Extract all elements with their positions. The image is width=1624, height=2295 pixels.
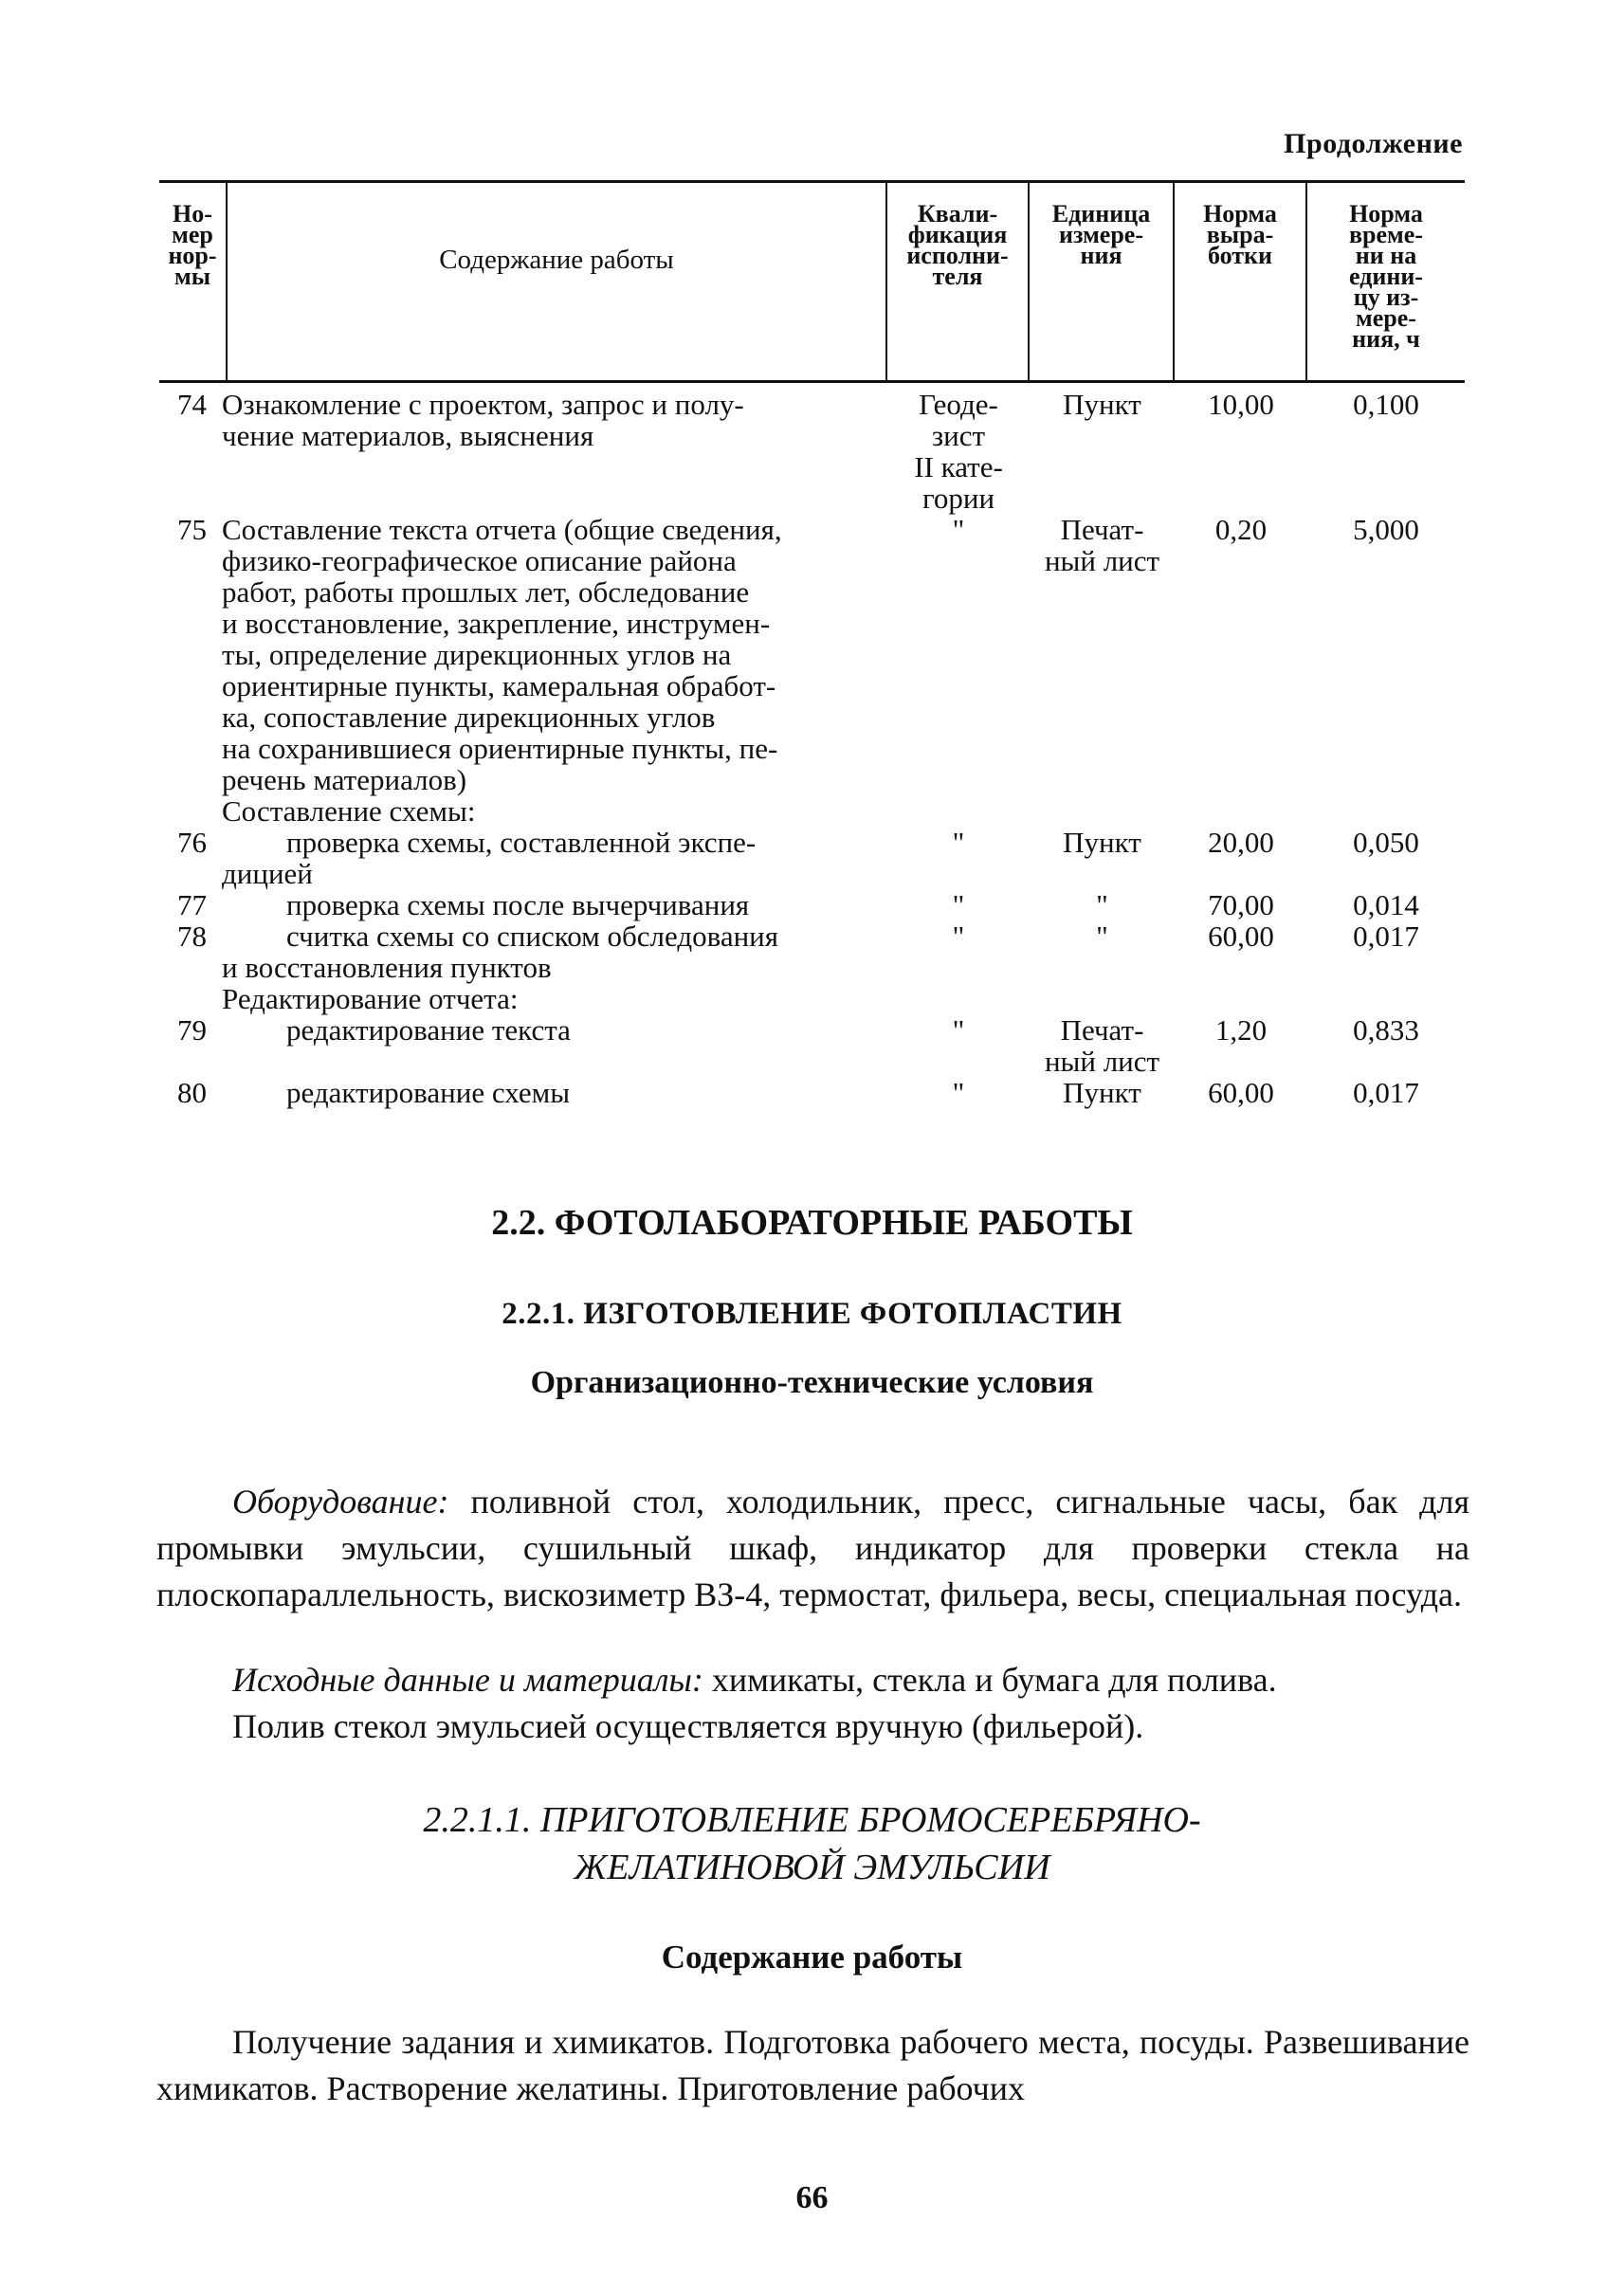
row-num: 80 bbox=[177, 1076, 207, 1109]
row-unit: Печат- ный лист bbox=[1044, 1013, 1160, 1078]
row-norm: 60,00 bbox=[1208, 920, 1274, 953]
row-content: считка схемы со списком обследования bbox=[286, 920, 779, 953]
equipment-text: поливной стол, холодильник, пресс, сигнальные часы, бак для промывки эмульсии, сушильный шкаф, индикатор для проверки стекла на плоскопараллельность, вискозиметр ВЗ-4, термостат, фильера, весы, специальная посуда. bbox=[156, 1483, 1469, 1613]
table-header bbox=[159, 180, 1465, 383]
section-heading: 2.2. ФОТОЛАБОРАТОРНЫЕ РАБОТЫ bbox=[491, 1203, 1133, 1243]
table-row bbox=[159, 1014, 1465, 1077]
table-row bbox=[159, 920, 1465, 983]
row-unit: Пункт bbox=[1063, 826, 1141, 859]
row-norm: 70,00 bbox=[1208, 888, 1274, 921]
table-body bbox=[159, 389, 1465, 1108]
table-group-row bbox=[159, 983, 1465, 1014]
row-time: 0,017 bbox=[1353, 1076, 1419, 1109]
table-row bbox=[159, 827, 1465, 889]
row-content: редактирование схемы bbox=[286, 1076, 571, 1109]
row-group-label: Составление схемы: bbox=[222, 794, 476, 828]
pour-paragraph: Полив стекол эмульсией осуществляется вручную (фильерой). bbox=[232, 1707, 1144, 1745]
row-norm: 0,20 bbox=[1214, 513, 1268, 546]
header-qualification: Квали- фикация исполни- теля bbox=[887, 183, 1030, 380]
row-group-label: Редактирование отчета: bbox=[222, 982, 519, 1015]
row-qualification: " bbox=[952, 1076, 965, 1109]
conditions-heading: Организационно-технические условия bbox=[530, 1365, 1094, 1400]
row-norm: 60,00 bbox=[1208, 1076, 1274, 1109]
row-qualification: " bbox=[952, 826, 965, 859]
row-unit: Печат- ный лист bbox=[1044, 513, 1160, 577]
header-norm-time: Норма време- ни на едини- цу из- мере- ния, ч bbox=[1349, 200, 1423, 353]
materials-text: химикаты, стекла и бумага для полива. bbox=[703, 1661, 1277, 1699]
row-content: Ознакомление с проектом, запрос и полу- чение материалов, выяснения bbox=[222, 388, 744, 452]
materials-label: Исходные данные и материалы: bbox=[232, 1661, 703, 1699]
continuation-label: Продолжение bbox=[1284, 128, 1463, 159]
row-time: 0,050 bbox=[1353, 826, 1419, 859]
page-number: 66 bbox=[795, 2180, 829, 2215]
row-content-continued: дицией bbox=[222, 857, 313, 890]
row-time: 5,000 bbox=[1353, 513, 1419, 546]
subsection-heading: 2.2.1. ИЗГОТОВЛЕНИЕ ФОТОПЛАСТИН bbox=[502, 1297, 1122, 1331]
row-norm: 20,00 bbox=[1208, 826, 1274, 859]
row-num: 78 bbox=[177, 920, 207, 953]
row-num: 76 bbox=[177, 826, 207, 859]
row-content: Составление текста отчета (общие сведения, физико-географическое описание района работ, работы прошлых лет, обследование и восстановление, закрепление, инструмен- ты, определение дирекционных углов на ориентирные пункты, камеральная обработ- ка, сопоставление дирекционных углов на сохранившиеся ориентирные пункты, пе- речень материалов) bbox=[222, 513, 782, 796]
row-time: 0,014 bbox=[1353, 888, 1419, 921]
equipment-paragraph bbox=[156, 1479, 1469, 1618]
header-num: Но- мер нор- мы bbox=[159, 183, 228, 380]
row-qualification: " bbox=[952, 888, 965, 921]
row-qualification: " bbox=[952, 920, 965, 953]
row-num: 74 bbox=[177, 388, 207, 421]
table-row bbox=[159, 889, 1465, 920]
row-time: 0,100 bbox=[1353, 388, 1419, 421]
subsubsection-heading: 2.2.1.1. ПРИГОТОВЛЕНИЕ БРОМОСЕРЕБРЯНО- ЖЕЛАТИНОВОЙ ЭМУЛЬСИИ bbox=[423, 1800, 1201, 1887]
row-unit: Пункт bbox=[1063, 1076, 1141, 1109]
header-content: Содержание работы bbox=[228, 183, 887, 380]
work-content-heading: Содержание работы bbox=[661, 1939, 963, 1976]
materials-paragraph bbox=[232, 1657, 1469, 1703]
row-time: 0,833 bbox=[1353, 1013, 1419, 1047]
row-content-continued: и восстановления пунктов bbox=[222, 951, 552, 984]
row-qualification: Геоде- зист II кате- гории bbox=[914, 388, 1003, 515]
row-unit: " bbox=[1096, 920, 1108, 953]
row-unit: Пункт bbox=[1063, 388, 1141, 421]
work-content-paragraph: Получение задания и химикатов. Подготовка рабочего места, посуды. Развешивание химикатов. Растворение желатины. Приготовление рабочих bbox=[156, 2023, 1469, 2107]
row-content: редактирование текста bbox=[286, 1013, 571, 1047]
norms-table bbox=[159, 180, 1465, 1108]
table-row bbox=[159, 514, 1465, 795]
table-group-row bbox=[159, 795, 1465, 827]
row-num: 75 bbox=[177, 513, 207, 546]
row-num: 77 bbox=[177, 888, 207, 921]
row-unit: " bbox=[1096, 888, 1108, 921]
row-qualification: " bbox=[952, 513, 965, 546]
row-content: проверка схемы, составленной экспе- bbox=[286, 826, 757, 859]
row-num: 79 bbox=[177, 1013, 207, 1047]
row-norm: 1,20 bbox=[1214, 1013, 1268, 1047]
header-norm-output: Норма выра- ботки bbox=[1175, 183, 1307, 380]
equipment-label: Оборудование: bbox=[232, 1483, 449, 1521]
table-row bbox=[159, 389, 1465, 514]
row-qualification: " bbox=[952, 1013, 965, 1047]
row-time: 0,017 bbox=[1353, 920, 1419, 953]
header-unit: Единица измере- ния bbox=[1030, 183, 1175, 380]
row-norm: 10,00 bbox=[1208, 388, 1274, 421]
table-row bbox=[159, 1077, 1465, 1108]
row-content: проверка схемы после вычерчивания bbox=[286, 888, 750, 921]
